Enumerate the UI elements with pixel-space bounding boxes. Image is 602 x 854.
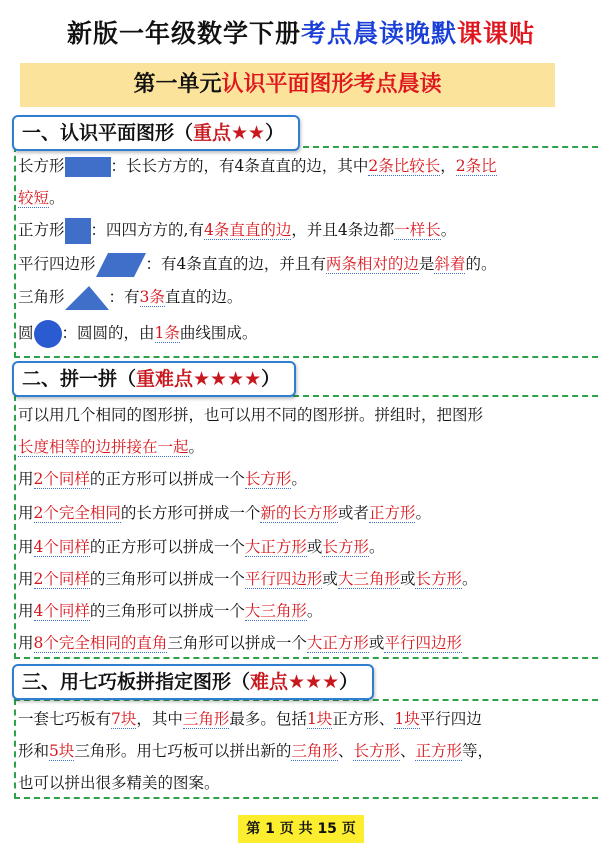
text: 一套七巧板有	[18, 710, 112, 728]
text: 。	[188, 438, 205, 456]
highlight: 长方形	[322, 538, 369, 556]
highlight: 7块	[111, 710, 137, 728]
text: 也可以拼出很多精美的图案。	[18, 774, 220, 792]
highlight: 长方形	[415, 570, 462, 588]
highlight: 平行四边形	[384, 634, 462, 652]
text: 的长方形可拼成一个	[120, 504, 261, 522]
title-part-blue: 考点晨读晚默	[300, 19, 457, 48]
highlight: 1块	[306, 710, 333, 728]
section-2-box	[14, 395, 602, 659]
text: 是	[418, 255, 435, 273]
section-2-header	[12, 361, 296, 397]
text: 。	[461, 570, 478, 588]
text: 的。	[465, 255, 497, 273]
text: 、	[337, 742, 354, 760]
highlight: 新的长方形	[260, 504, 338, 522]
highlight: 2个完全相同	[33, 504, 121, 522]
highlight: 大三角形	[244, 602, 307, 620]
text: ，	[440, 157, 456, 175]
text: 正方形、	[332, 710, 395, 728]
text: 。	[306, 602, 323, 620]
text: 。	[49, 189, 65, 207]
text: 用	[18, 470, 34, 488]
text: 或	[368, 634, 385, 652]
highlight: 4条直直的边	[203, 221, 292, 239]
page-footer: 第 1 页 共 15 页	[238, 815, 364, 843]
text: 、	[399, 742, 416, 760]
text: ：圆圆的，由	[61, 324, 155, 342]
highlight: 正方形	[415, 742, 462, 760]
highlight: 长方形	[244, 470, 292, 488]
section-1-title: 一、认识平面图形（	[22, 122, 194, 144]
text: ，其中	[136, 710, 183, 728]
text: ：有	[108, 288, 140, 306]
section-1-close: ）	[265, 122, 285, 144]
text: 的三角形可以拼成一个	[89, 570, 245, 588]
shape-name: 正方形	[18, 221, 65, 239]
section-1-tag: 重点★★	[193, 122, 266, 144]
highlight: 2条比较长	[368, 157, 441, 175]
highlight: 两条相对的边	[325, 255, 419, 273]
unit-label: 第一单元	[133, 72, 222, 97]
highlight: 4个同样	[33, 602, 90, 620]
text: 或	[322, 570, 338, 588]
highlight: 8个完全相同的直角	[33, 634, 168, 652]
text: 用	[18, 570, 34, 588]
shape-name: 长方形	[18, 157, 65, 175]
text: 用	[18, 634, 34, 652]
text: 或	[306, 538, 323, 556]
highlight: 一样长	[394, 221, 441, 239]
section-2-title: 二、拼一拼（	[22, 368, 137, 390]
section-2-close: ）	[261, 368, 281, 390]
text: 三角形。用七巧板可以拼出新的	[74, 742, 292, 760]
highlight: 三角形	[182, 710, 230, 728]
highlight: 三角形	[291, 742, 338, 760]
page-title	[0, 14, 602, 50]
section-3-tag: 难点★★★	[250, 671, 340, 693]
section-1-box	[14, 146, 602, 358]
shape-name: 平行四边形	[18, 255, 96, 273]
text: ：长长方方的，有4条直直的边，其中	[110, 157, 369, 175]
section-3-close: ）	[339, 671, 359, 693]
highlight: 大正方形	[306, 634, 369, 652]
text: 等，	[461, 742, 493, 760]
highlight: 2个同样	[33, 570, 90, 588]
shape-name: 三角形	[18, 288, 65, 306]
text: 可以用几个相同的图形拼，也可以用不同的图形拼。拼组时，把图形	[18, 406, 484, 424]
highlight: 平行四边形	[244, 570, 323, 588]
highlight: 2个同样	[33, 470, 90, 488]
text: 。	[440, 221, 457, 239]
text: 直直的边。	[164, 288, 243, 306]
section-3-title: 三、用七巧板拼指定图形（	[22, 671, 251, 693]
highlight: 4个同样	[33, 538, 90, 556]
text: ：有4条直直的边，并且有	[145, 255, 326, 273]
text: 或	[399, 570, 416, 588]
highlight: 5块	[49, 742, 75, 760]
text: 三角形可以拼成一个	[167, 634, 307, 652]
section-2-tag: 重难点★★★★	[136, 368, 262, 390]
unit-banner	[20, 63, 555, 107]
text: 用	[18, 602, 34, 620]
text: 的正方形可以拼成一个	[89, 470, 245, 488]
text: 曲线围成。	[179, 324, 258, 342]
highlight: 3条	[139, 288, 165, 306]
section-1-header	[12, 115, 300, 151]
highlight: 较短	[18, 189, 50, 207]
highlight: 2条比	[455, 157, 497, 175]
highlight: 大正方形	[244, 538, 307, 556]
text: 的三角形可以拼成一个	[89, 602, 245, 620]
unit-topic: 认识平面图形考点晨读	[221, 72, 442, 97]
text: 平行四边	[419, 710, 482, 728]
text: 。	[291, 470, 307, 488]
title-part-black: 新版一年级数学下册	[66, 19, 301, 48]
text: 最多。包括	[229, 710, 307, 728]
shape-name: 圆	[18, 324, 34, 342]
text: 。	[368, 538, 385, 556]
highlight: 长方形	[353, 742, 400, 760]
highlight: 长度相等的边拼接在一起	[18, 438, 189, 456]
text: ，并且4条边都	[291, 221, 395, 239]
title-part-red: 课课贴	[457, 19, 536, 48]
text: 用	[18, 538, 34, 556]
text: ：四四方方的,有	[90, 221, 204, 239]
section-3-header	[12, 664, 374, 700]
text: 或者	[337, 504, 369, 522]
text: 的正方形可以拼成一个	[89, 538, 245, 556]
highlight: 1条	[154, 324, 180, 342]
text: 用	[18, 504, 34, 522]
highlight: 斜着	[434, 255, 466, 273]
text: 。	[415, 504, 431, 522]
highlight: 1块	[394, 710, 420, 728]
highlight: 正方形	[368, 504, 416, 522]
highlight: 大三角形	[337, 570, 400, 588]
section-3-box	[14, 699, 602, 799]
text: 形和	[18, 742, 50, 760]
